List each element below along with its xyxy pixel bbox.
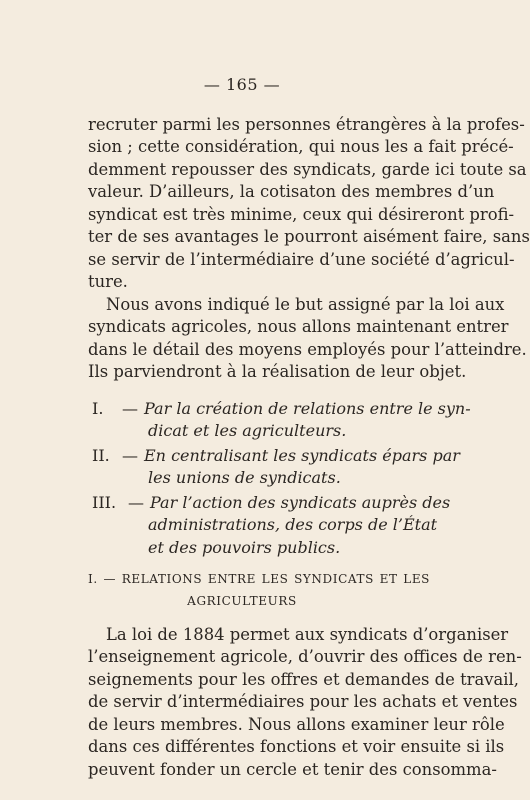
enum-continuation: administrations, des corps de l’État [148, 515, 438, 534]
paragraph-line: ture. [88, 272, 128, 291]
paragraph-line: l’enseignement agricole, d’ouvrir des offices de ren- [88, 647, 522, 666]
enum-text: Par l’action des syndicats auprès des [150, 493, 451, 512]
enum-item [92, 398, 471, 420]
enum-number: I. [92, 399, 104, 418]
paragraph-line: sion ; cette considération, qui nous les a fait précé- [88, 137, 514, 156]
paragraph-line: de leurs membres. Nous allons examiner leur rôle [88, 715, 505, 734]
enum-dash: — [128, 493, 144, 512]
paragraph-line: se servir de l’intermédiaire d’une société d’agricul- [88, 250, 515, 269]
paragraph-line: ter de ses avantages le pourront aisément faire, sans [88, 227, 530, 246]
section-heading-continuation: AGRICULTEURS [187, 594, 297, 608]
section-heading: I. — RELATIONS ENTRE LES SYNDICATS ET LES [88, 572, 430, 586]
enum-item [92, 492, 450, 514]
enum-dash: — [122, 399, 138, 418]
paragraph-line: valeur. D’ailleurs, la cotisaton des membres d’un [88, 182, 495, 201]
enum-text: En centralisant les syndicats épars par [144, 446, 460, 465]
paragraph-line: peuvent fonder un cercle et tenir des consomma- [88, 760, 497, 779]
enum-continuation: dicat et les agriculteurs. [148, 421, 347, 440]
enum-dash: — [122, 446, 138, 465]
enum-continuation: les unions de syndicats. [148, 468, 341, 487]
paragraph-line: recruter parmi les personnes étrangères à la profes- [88, 115, 525, 134]
paragraph-line: Nous avons indiqué le but assigné par la loi aux [106, 295, 505, 314]
paragraph-line: demment repousser des syndicats, garde ici toute sa [88, 160, 527, 179]
enum-continuation: et des pouvoirs publics. [148, 538, 341, 557]
enum-item [92, 445, 460, 467]
enum-text: Par la création de relations entre le syn- [144, 399, 471, 418]
enum-number: III. [92, 493, 117, 512]
paragraph-line: dans le détail des moyens employés pour l’atteindre. [88, 340, 527, 359]
paragraph-line: La loi de 1884 permet aux syndicats d’organiser [106, 625, 509, 644]
paragraph-line: Ils parviendront à la réalisation de leur objet. [88, 362, 467, 381]
paragraph-line: syndicat est très minime, ceux qui désireront profi- [88, 205, 515, 224]
paragraph-line: de servir d’intermédiaires pour les achats et ventes [88, 692, 518, 711]
paragraph-line: dans ces différentes fonctions et voir ensuite si ils [88, 737, 505, 756]
enum-number: II. [92, 446, 110, 465]
page-number: — 165 — [203, 75, 281, 94]
paragraph-line: seignements pour les offres et demandes de travail, [88, 670, 519, 689]
paragraph-line: syndicats agricoles, nous allons maintenant entrer [88, 317, 509, 336]
